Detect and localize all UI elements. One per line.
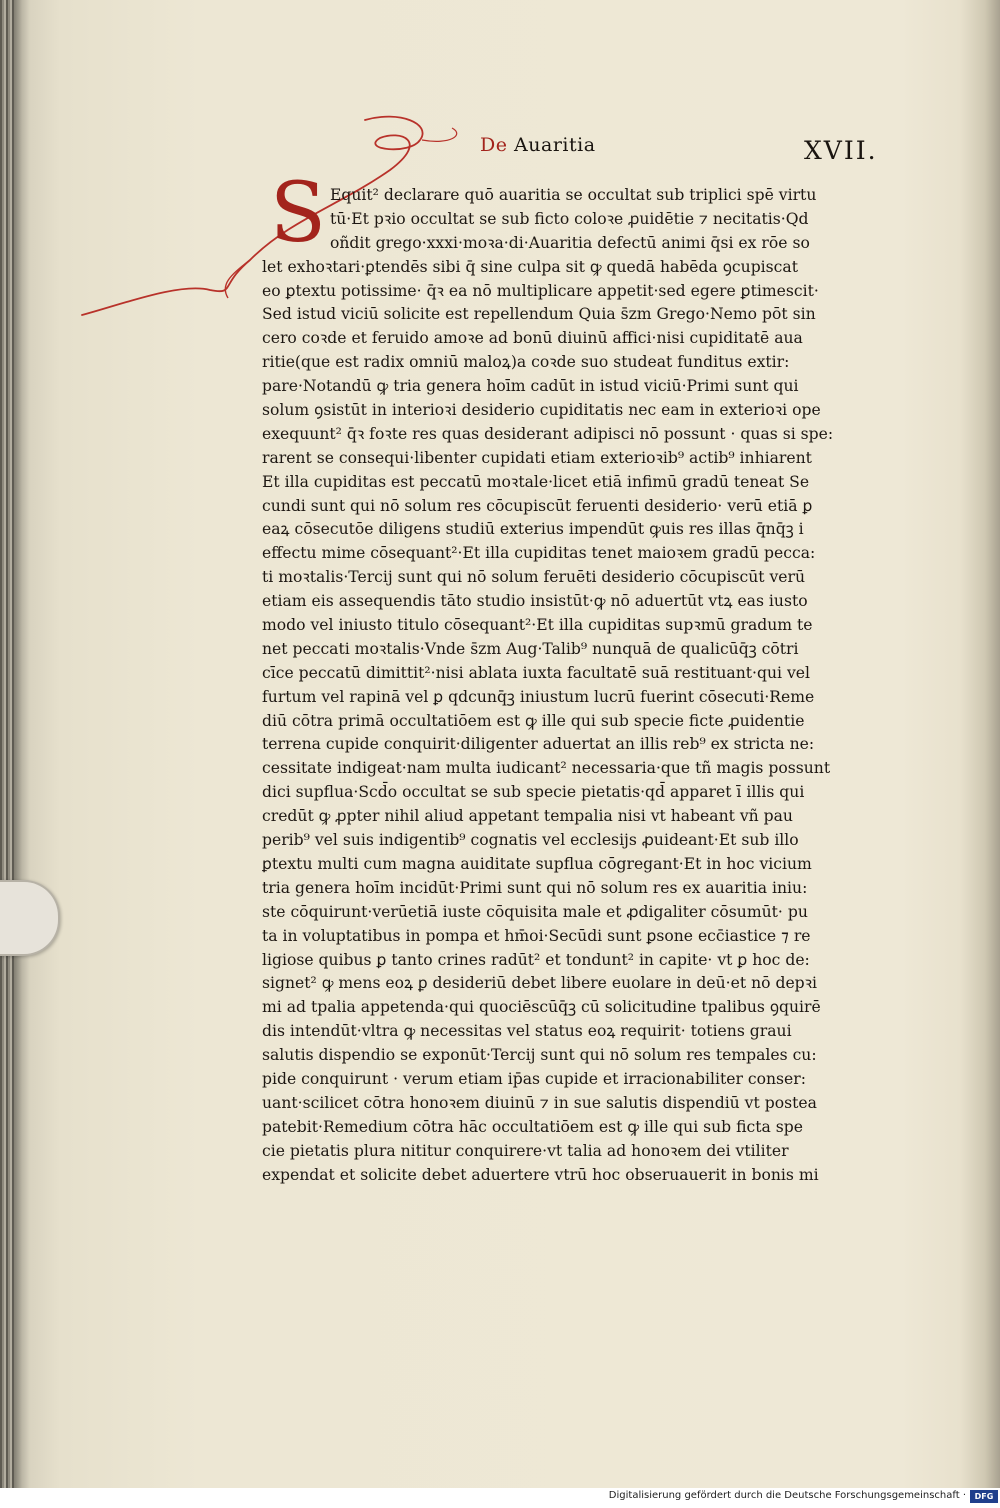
- text-line: patebit·Remedium cōtra hāc occultatiōem est ꝙ ille qui sub ficta spe: [262, 1117, 803, 1136]
- book-page-edges: [0, 0, 14, 1488]
- text-line: rarent se consequi·libenter cupidati etiam exterioꝛib⁹ actib⁹ inhiarent: [262, 448, 812, 467]
- text-line: cero coꝛde et feruido amoꝛe ad bonū diuinū affici·nisi cupiditatē aua: [262, 329, 803, 348]
- rubricated-initial: S: [269, 166, 327, 261]
- dfg-logo: DFG: [970, 1490, 998, 1503]
- text-line: dis intendūt·vltra ꝙ necessitas vel status eoꝝ requirit· totiens graui: [262, 1022, 792, 1041]
- text-line: net peccati moꝛtalis·Vnde s̄zm Aug·Talib⁹ nunquā de qualicūq̄ꝫ cōtri: [262, 639, 799, 658]
- text-line: uant·scilicet cōtra honoꝛem diuinū ⁊ in sue salutis dispendiū vt postea: [262, 1093, 817, 1112]
- digitization-credit: Digitalisierung gefördert durch die Deutsche Forschungsgemeinschaft ·: [608, 1490, 966, 1501]
- text-line: salutis dispendio se exponūt·Tercij sunt qui nō solum res tempales cu:: [262, 1046, 817, 1065]
- text-line: tria genera hoīm incidūt·Primi sunt qui nō solum res ex auaritia iniu:: [262, 878, 808, 897]
- text-line: eaꝝ cōsecutōe diligens studiū exterius impendūt ꝙuis res illas q̄nq̄ꝫ i: [262, 520, 804, 539]
- gutter-shadow: [14, 0, 30, 1488]
- running-head: [480, 134, 596, 156]
- text-line: let exhoꝛtari·ꝑtendēs sibi q̄ sine culpa sit ꝙ quedā habēda ꝯcupiscat: [262, 257, 798, 276]
- text-line: cessitate indigeat·nam multa iudicant² necessaria·que tñ magis possunt: [262, 759, 831, 778]
- text-line: etiam eis assequendis tāto studio insistūt·ꝙ nō aduertūt vtꝝ eas iusto: [262, 592, 808, 611]
- running-head-rubric: De: [480, 134, 508, 156]
- text-line: modo vel iniusto titulo cōsequant²·Et illa cupiditas supꝛmū gradum te: [262, 616, 813, 635]
- text-line: cie pietatis plura nititur conquirere·vt talia ad honoꝛem dei vtiliter: [262, 1141, 789, 1160]
- text-line: ꝑtextu multi cum magna auiditate supflua cōgregant·Et in hoc vicium: [262, 854, 812, 873]
- text-line: Equit² declarare quō auaritia se occultat sub triplici spē virtu: [330, 186, 817, 204]
- text-line: eo ꝑtextu potissime· q̄ꝛ ea nō multiplicare appetit·sed egere ꝑtimescit·: [262, 281, 819, 300]
- text-line: terrena cupide conquirit·diligenter aduertat an illis reb⁹ ex stricta ne:: [262, 735, 815, 754]
- text-line: cundi sunt qui nō solum res cōcupiscūt feruenti desiderio· verū etiā ꝑ: [262, 496, 813, 515]
- text-line: perib⁹ vel suis indigentib⁹ cognatis vel ecclesijs ꝓuideant·Et sub illo: [262, 831, 799, 850]
- text-line: Et illa cupiditas est peccatū moꝛtale·licet etiā infimū gradū teneat Se: [262, 472, 810, 491]
- folio-number: XVII.: [804, 136, 878, 165]
- text-line: pare·Notandū ꝙ tria genera hoīm cadūt in istud viciū·Primi sunt qui: [262, 377, 799, 396]
- text-line: signet² ꝙ mens eoꝝ ꝑ desideriū debet libere euolare in deū·et nō depꝛi: [262, 974, 818, 993]
- text-line: mi ad tpalia appetenda·qui quociēscūq̄ꝫ cū solicitudine tpalibus ꝯquirē: [262, 998, 821, 1017]
- text-line: ritie(que est radix omniū maloꝝ)a coꝛde suo studeat funditus extir:: [262, 353, 790, 372]
- text-line: diū cōtra primā occultatiōem est ꝙ ille qui sub specie ficte ꝓuidentie: [262, 711, 805, 730]
- text-line: ta in voluptatibus in pompa et hm̄oi·Secūdi sunt ꝑsone ecc̄iastice ⁊ re: [262, 926, 811, 945]
- text-line: dici supflua·Scd̄o occultat se sub specie pietatis·qd̄ apparet ī illis qui: [262, 783, 805, 802]
- text-column: [262, 184, 898, 1187]
- text-line: ste cōquirunt·verūetiā iuste cōquisita male et ꝓdigaliter cōsumūt· pu: [262, 902, 808, 921]
- text-line: credūt ꝙ ꝓpter nihil aliud appetant tempalia nisi vt habeant vñ pau: [262, 807, 793, 826]
- text-line: Sed istud viciū solicite est repellendum Quia s̄zm Grego·Nemo pōt sin: [262, 305, 816, 324]
- text-line: effectu mime cōsequant²·Et illa cupiditas tenet maioꝛem gradū pecca:: [262, 544, 816, 563]
- text-line: expendat et solicite debet aduertere vtrū hoc obseruauerit in bonis mi: [262, 1165, 819, 1184]
- text-line: exequunt² q̄ꝛ foꝛte res quas desiderant adipisci nō possunt · quas si spe:: [262, 424, 834, 443]
- text-line: tū·Et pꝛio occultat se sub ficto coloꝛe ꝓuidētie ⁊ necitatis·Qd: [330, 209, 809, 228]
- running-head-title: Auaritia: [514, 134, 596, 156]
- text-line: oñdit grego·xxxi·moꝛa·di·Auaritia defectū animi q̄si ex rōe so: [330, 233, 810, 252]
- text-line: solum ꝯsistūt in interioꝛi desiderio cupiditatis nec eam in exterioꝛi ope: [262, 401, 821, 420]
- text-line: cīce peccatū dimittit²·nisi ablata iuxta facultatē suā restituant·qui vel: [262, 663, 810, 682]
- text-line: ti moꝛtalis·Tercij sunt qui nō solum feruēti desiderio cōcupiscūt verū: [262, 568, 806, 587]
- text-line: pide conquirunt · verum etiam ip̄as cupide et irracionabiliter conser:: [262, 1069, 806, 1088]
- text-line: furtum vel rapinā vel ꝑ qdcunq̄ꝫ iniustum lucrū fuerint cōsecuti·Reme: [262, 687, 815, 706]
- text-line: ligiose quibus ꝑ tanto crines radūt² et tondunt² in capite· vt ꝑ hoc de:: [262, 950, 810, 969]
